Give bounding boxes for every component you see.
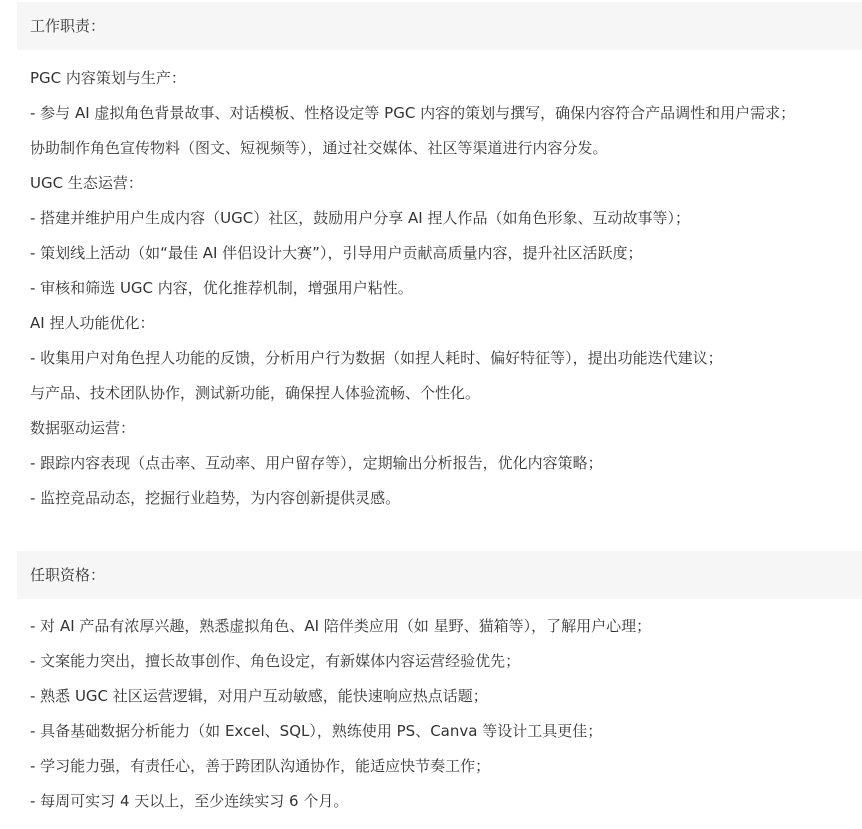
list-item: - 参与 AI 虚拟角色背景故事、对话模板、性格设定等 PGC 内容的策划与撰写，确保内容符合产品调性和用户需求； <box>30 104 796 122</box>
list-item: - 监控竞品动态，挖掘行业趋势，为内容创新提供灵感。 <box>30 489 401 507</box>
section-header-qualifications <box>17 551 862 599</box>
section-header-responsibilities <box>17 2 862 50</box>
list-item: - 具备基础数据分析能力（如 Excel、SQL），熟练使用 PS、Canva 等设计工具更佳； <box>30 722 603 740</box>
list-item: - 对 AI 产品有浓厚兴趣，熟悉虚拟角色、AI 陪伴类应用（如 星野、猫箱等），了解用户心理； <box>30 617 652 635</box>
list-item: - 审核和筛选 UGC 内容，优化推荐机制，增强用户粘性。 <box>30 279 413 297</box>
list-item: AI 捏人功能优化： <box>30 314 155 332</box>
list-item: - 熟悉 UGC 社区运营逻辑，对用户互动敏感，能快速响应热点话题； <box>30 687 488 705</box>
list-item: PGC 内容策划与生产： <box>30 69 186 87</box>
section-title: 工作职责： <box>30 17 106 35</box>
list-item: - 文案能力突出，擅长故事创作、角色设定，有新媒体内容运营经验优先； <box>30 652 521 670</box>
list-item: - 收集用户对角色捏人功能的反馈，分析用户行为数据（如捏人耗时、偏好特征等），提出功能迭代建议； <box>30 349 723 367</box>
list-item: 与产品、技术团队协作，测试新功能，确保捏人体验流畅、个性化。 <box>30 384 481 402</box>
list-item: - 搭建并维护用户生成内容（UGC）社区，鼓励用户分享 AI 捏人作品（如角色形象、互动故事等）； <box>30 209 690 227</box>
list-item: UGC 生态运营： <box>30 174 143 192</box>
section-title: 任职资格： <box>30 566 106 584</box>
list-item: - 跟踪内容表现（点击率、互动率、用户留存等），定期输出分析报告，优化内容策略； <box>30 454 603 472</box>
list-item: 数据驱动运营： <box>30 419 136 437</box>
list-item: - 每周可实习 4 天以上，至少连续实习 6 个月。 <box>30 792 349 810</box>
list-item: - 学习能力强，有责任心，善于跨团队沟通协作，能适应快节奏工作； <box>30 757 491 775</box>
list-item: - 策划线上活动（如“最佳 AI 伴侣设计大赛”），引导用户贡献高质量内容，提升社区活跃度； <box>30 244 643 262</box>
list-item: 协助制作角色宣传物料（图文、短视频等），通过社交媒体、社区等渠道进行内容分发。 <box>30 139 608 157</box>
